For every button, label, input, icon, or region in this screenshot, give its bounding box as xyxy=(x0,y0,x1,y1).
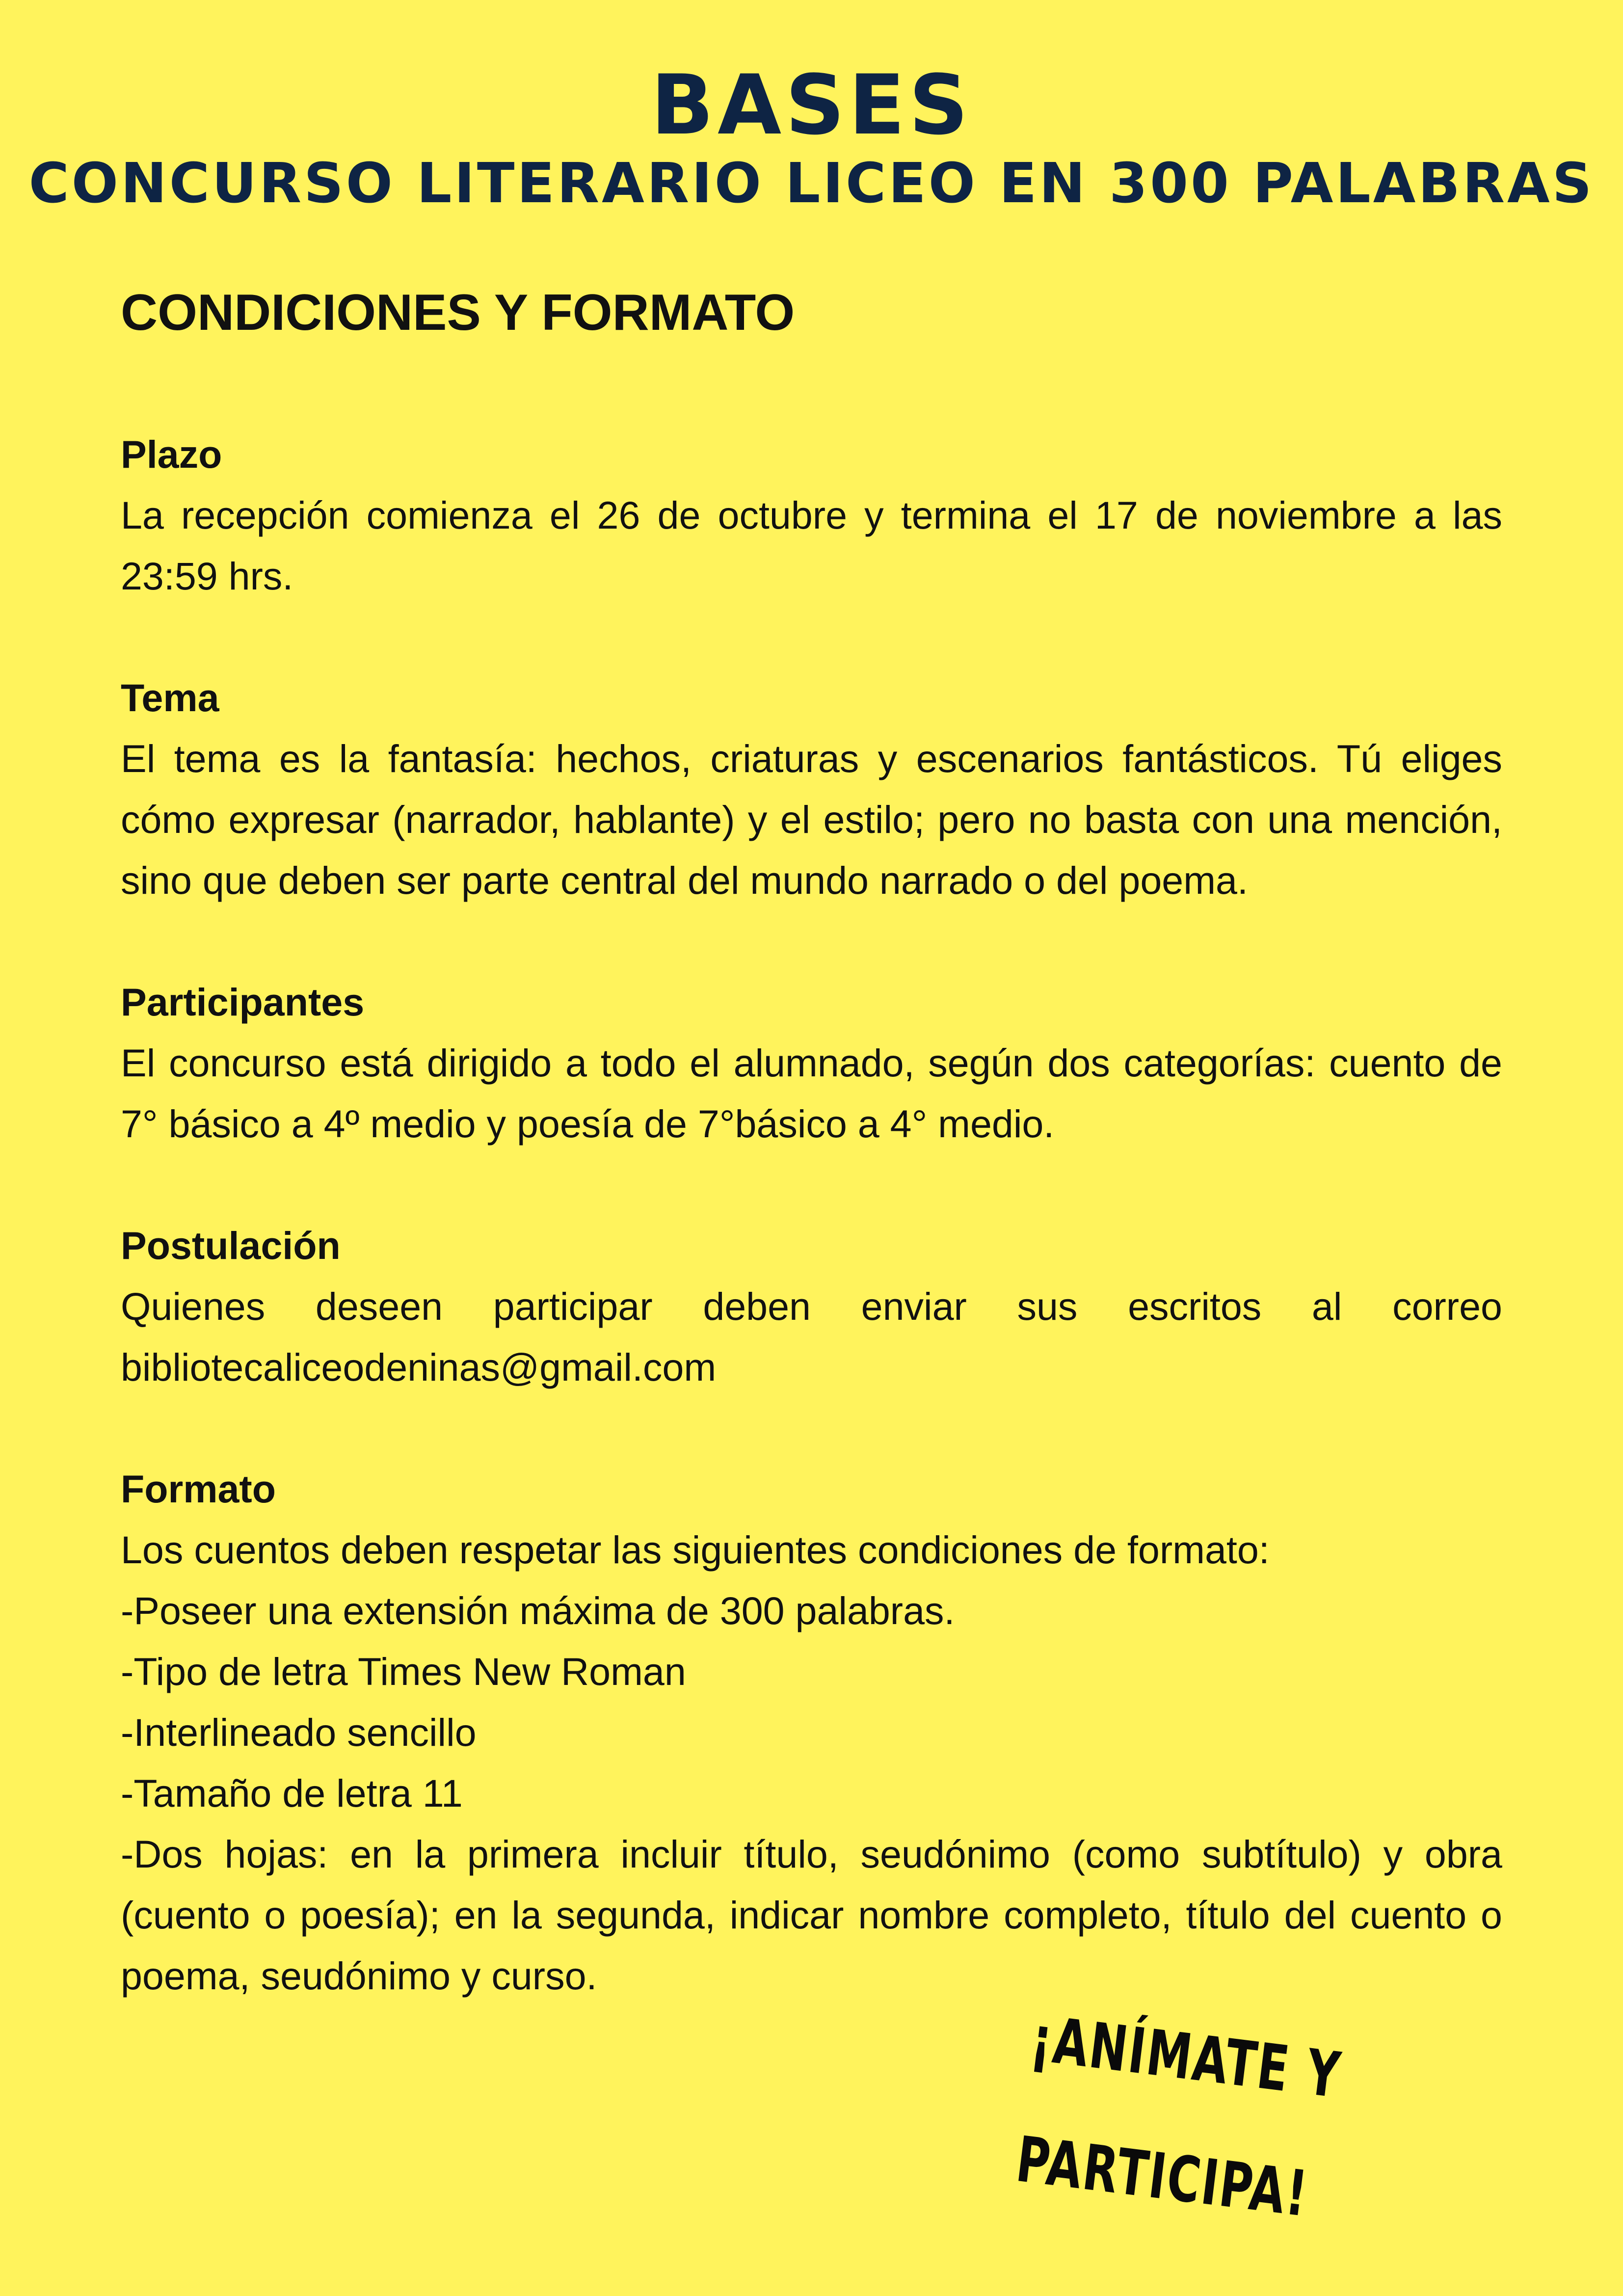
page-subtitle: CONCURSO LITERARIO LICEO EN 300 PALABRAS xyxy=(28,152,1595,215)
block-title: Participantes xyxy=(121,980,365,1024)
stamp-line-2: PARTICIPA! xyxy=(1012,2123,1313,2231)
block-title: Tema xyxy=(121,675,219,720)
format-item: -Tamaño de letra 11 xyxy=(121,1771,463,1815)
page-title: BASES xyxy=(651,57,972,153)
stamp-line-1: ¡ANÍMATE Y xyxy=(1027,2002,1345,2113)
block-formato xyxy=(121,1459,1502,2006)
block-text: El tema es la fantasía: hechos, criaturas y escenarios fantásticos. Tú eliges cómo expresar (narrador, hablante) y el estilo; pero no basta con una mención, sino que deben ser parte central del mundo narrado o del poema. xyxy=(121,736,1502,902)
format-item: -Dos hojas: en la primera incluir título, seudónimo (como subtítulo) y obra (cuento o poesía); en la segunda, indicar nombre completo, título del cuento o poema, seudónimo y curso. xyxy=(121,1832,1502,1998)
block-title: Plazo xyxy=(121,432,222,476)
format-item: -Interlineado sencillo xyxy=(121,1710,477,1754)
section-heading: CONDICIONES Y FORMATO xyxy=(121,284,795,341)
format-intro: Los cuentos deben respetar las siguientes condiciones de formato: xyxy=(121,1527,1270,1572)
block-tema xyxy=(121,667,1502,911)
block-title: Postulación xyxy=(121,1223,341,1267)
block-title: Formato xyxy=(121,1467,276,1511)
block-text: El concurso está dirigido a todo el alumnado, según dos categorías: cuento de 7° básico a 4º medio y poesía de 7°básico a 4° medio. xyxy=(121,1041,1502,1146)
block-text: Quienes deseen participar deben enviar sus escritos al correo bibliotecaliceodeninas@gmail.com xyxy=(121,1284,1502,1389)
format-item: -Poseer una extensión máxima de 300 palabras. xyxy=(121,1588,955,1632)
document-body xyxy=(121,282,1502,2067)
block-text: La recepción comienza el 26 de octubre y termina el 17 de noviembre a las 23:59 hrs. xyxy=(121,493,1502,598)
block-plazo xyxy=(121,424,1502,607)
block-participantes xyxy=(121,972,1502,1154)
format-item: -Tipo de letra Times New Roman xyxy=(121,1649,686,1693)
block-postulacion xyxy=(121,1215,1502,1398)
